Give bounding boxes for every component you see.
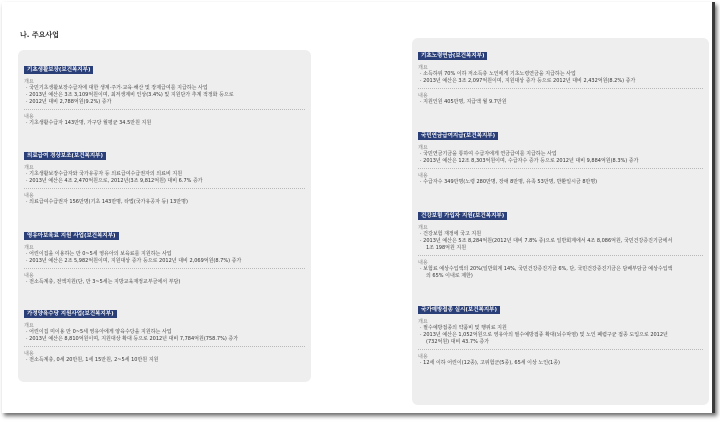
left-page — [2, 2, 358, 413]
overview-item: · 2013년 예산은 12조 8,303억원이며, 수급자수 증가 등으로 2012년 대비 9,884억원(8.3%) 증가 — [420, 158, 639, 164]
overview-item: · 필수예방접종의 약품비 및 행위료 지원 — [420, 325, 507, 331]
dotted-separator — [418, 168, 703, 169]
program-section — [24, 142, 305, 206]
left-card — [18, 50, 311, 382]
content-label: 내용 — [418, 260, 428, 266]
dotted-separator — [418, 88, 703, 89]
overview-item: · 소득하위 70% 이하 저소득층 노인에게 기초노령연금을 지급하는 사업 — [420, 71, 576, 77]
overview-item: 1조 198억원 지원 — [426, 245, 467, 251]
content-item: · 12세 이하 어린이(12종), 고위험군(5종), 65세 이상 노인(1종) — [420, 360, 560, 366]
content-item: · 전소득계층, 0세 20만원, 1세 15만원, 2~5세 10만원 지원 — [26, 357, 159, 363]
content-item: · 보험료 예상수입액의 20%(일반회계 14%, 국민건강증진기금 6%, 단, 국민건강증진기금은 담배부담금 예상수입액 — [420, 266, 673, 272]
program-title: 의료급여 경상보조(보건복지부) — [24, 152, 106, 160]
right-card — [412, 38, 709, 405]
dotted-separator — [24, 109, 305, 110]
content-item: · 수급자수 349만명(노령 280만명, 장애 8만명, 유족 53만명, 반환일시금 8만명) — [420, 179, 598, 185]
program-section — [418, 202, 703, 280]
overview-item: (732억원) 대비 43.7% 증가 — [426, 339, 490, 345]
program-section — [418, 42, 703, 106]
dotted-separator — [418, 349, 703, 350]
overview-item: · 2013년 예산은 1,052억원으로 영유아의 필수예방접종 확대(뇌수막염) 및 노인 폐렴구균 접종 도입으로 2012년 — [420, 332, 668, 338]
overview-item: · 국민연금기금을 통하여 수급자에게 연금급여를 지급하는 사업 — [420, 151, 557, 157]
overview-label: 개요 — [24, 323, 34, 329]
overview-label: 개요 — [418, 145, 428, 151]
program-section — [418, 296, 703, 367]
dotted-separator — [418, 255, 703, 256]
program-title: 국가예방접종 실시(보건복지부) — [418, 306, 500, 314]
overview-label: 개요 — [418, 225, 428, 231]
overview-label: 개요 — [24, 79, 34, 85]
program-section — [418, 122, 703, 186]
overview-item: · 2013년 예산은 5조 8,284억원(2012년 대비 7.8% 증)으로 일반회계에서 4조 8,086억원, 국민건강증진기금에서 — [420, 238, 673, 244]
section-heading: 나. 주요사업 — [20, 31, 59, 39]
content-item: · 지원인원 405만명, 지급액 월 9.7만원 — [420, 99, 507, 105]
content-label: 내용 — [24, 351, 34, 357]
overview-label: 개요 — [24, 245, 34, 251]
dotted-separator — [24, 346, 305, 347]
content-label: 내용 — [418, 93, 428, 99]
overview-item: · 어린이집 미이용 만 0~5세 영유아에게 양육수당을 지원하는 사업 — [26, 329, 172, 335]
program-section — [24, 222, 305, 286]
content-item: · 전소득계층, 전액지원(단, 만 3~5세는 지방교육재정교부금에서 부담) — [26, 279, 181, 285]
program-title: 영유아보육료 지원 사업(보건복지부) — [24, 232, 119, 240]
page-edge — [712, 2, 715, 413]
overview-item: · 2013년 예산은 4조 2,470억원으로, 2012년(3조 9,812억원) 대비 6.7% 증가 — [26, 178, 203, 184]
content-label: 내용 — [24, 273, 34, 279]
overview-item: · 기초생활보장수급자와 국가유공자 등 의료급여수급권자의 의료비 지원 — [26, 171, 183, 177]
overview-item: · 2012년 대비 2,788억원(9.2%) 증가 — [26, 99, 112, 105]
content-item: · 의료급여수급권자 156만명(기초 143만명, 타법(국가유공자 등) 13만명) — [26, 199, 188, 205]
overview-item: · 건강보험 재정에 국고 지원 — [420, 231, 482, 237]
overview-item: · 2013년 예산은 2조 5,982억원이며, 지원대상 증가 등으로 2012년 대비 2,069억원(8.7%) 증가 — [26, 258, 242, 264]
document-frame — [2, 2, 715, 413]
dotted-separator — [24, 188, 305, 189]
content-item: 의 65% 이내로 제한) — [426, 273, 473, 279]
program-title: 기초생활보장(보건복지부) — [24, 66, 93, 74]
overview-label: 개요 — [418, 65, 428, 71]
dotted-separator — [24, 268, 305, 269]
content-item: · 기초생활수급자 143만명, 가구당 월평균 34.5만원 지원 — [26, 120, 152, 126]
program-title: 건강보험 가입자 지원(보건복지부) — [418, 212, 507, 220]
program-title: 국민연금급여지급(보건복지부) — [418, 132, 498, 140]
program-title: 가정양육수당 지원사업(보건복지부) — [24, 310, 117, 318]
overview-item: · 2013년 예산은 3조 3,109억원이며, 최저생계비 인상(3.4%) 및 지원단가 추계 적정화 등으로 — [26, 92, 234, 98]
content-label: 내용 — [24, 193, 34, 199]
content-label: 내용 — [418, 354, 428, 360]
overview-item: · 국민기초생활보장수급자에 대한 생계·주거·교육·해산 및 장제급여를 지급하는 사업 — [26, 85, 208, 91]
program-section — [24, 56, 305, 127]
overview-item: · 2013년 예산은 3조 2,097억원이며, 지원대상 증가 등으로 2012년 대비 2,432억원(8.2%) 증가 — [420, 78, 636, 84]
overview-label: 개요 — [24, 165, 34, 171]
program-title: 기초노령연금(보건복지부) — [418, 52, 487, 60]
overview-item: · 2013년 예산은 8,810억원이며, 지원대상 확대 등으로 2012년 대비 7,784억원(758.7%) 증가 — [26, 336, 239, 342]
overview-label: 개요 — [418, 319, 428, 325]
program-section — [24, 300, 305, 364]
content-label: 내용 — [418, 173, 428, 179]
content-label: 내용 — [24, 114, 34, 120]
overview-item: · 어린이집을 이용하는 만 0~5세 영유아의 보육료를 지원하는 사업 — [26, 251, 172, 257]
